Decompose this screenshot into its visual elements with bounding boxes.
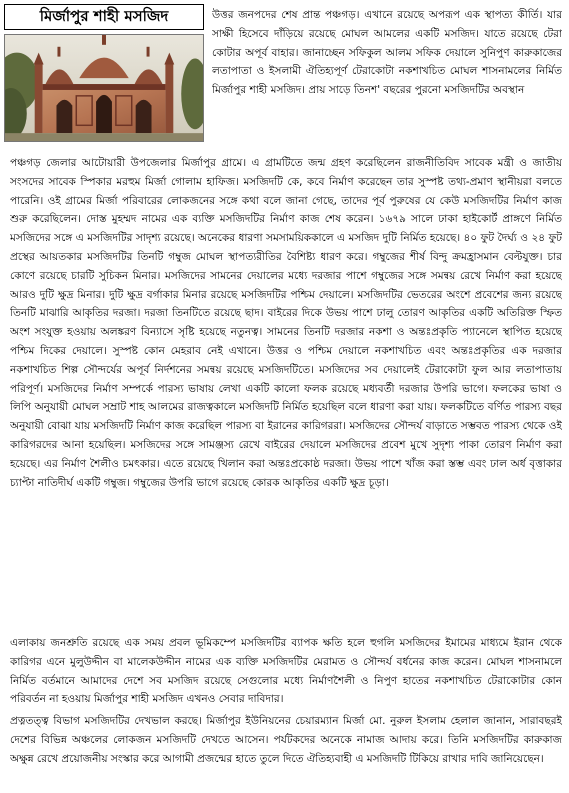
article-paragraph-2 — [10, 634, 562, 709]
mosque-illustration — [5, 35, 203, 141]
article-body — [10, 154, 562, 492]
mosque-photo — [4, 34, 204, 142]
paragraph-earthquake: এলাকায় জনশ্রুতি রয়েছে এক সময় প্রবল ভূমিকম্পে মসজিদটির ব্যাপক ক্ষতি হলে হুগলি মসজিদের ইমামের মাধ্যমে ইরান থেকে কারিগর এনে মুলুউদ্দীন বা মালেকউদ্দীন নামের এক ব্যক্তি মসজিদটির মেরামত ও সৌন্দর্য বর্ধনের কাজ করেন। মোঘল শাসনামলে নির্মিত বর্তমানে আমাদের দেশে সব মসজিদ রয়েছে সেগুলোর মধ্যে নির্মাণশৈলী ও নিপুণ হাতের নকশাখচিত টেরাকোটার কোন পরিবর্তন না হওয়ায় মির্জাপুর শাহী মসজিদ এখনও সেবার দাবিদার। — [10, 637, 562, 706]
lead-paragraph: উত্তর জনপদের শেষ প্রান্ত পঞ্চগড়। এখানে রয়েছে অপরূপ এক স্থাপত্য কীর্তি। যার সাক্ষী হিসেবে দাঁড়িয়ে রয়েছে মোঘল আমলের একটি মসজিদ। যাতে রয়েছে টেরা কোটার অপূর্ব বাহার। জানাচ্ছেন সফিকুল আলম সফিক দেয়ালে সুনিপুণ কারুকাজের লতাপাতা ও ইসলামী ঐতিহ্যপূর্ণ টেরাকোটা নকশাখচিত মোঘল শাসনামলের নির্মিত মির্জাপুর শাহী মসজিদ। প্রায় সাড়ে তিনশ' বছরের পুরনো মসজিদটির অবস্থান — [212, 9, 562, 97]
article-title: মির্জাপুর শাহী মসজিদ — [4, 4, 204, 30]
body-paragraph: পঞ্চগড় জেলার আটোয়ারী উপজেলার মির্জাপুর গ্রামে। এ গ্রামটিতে জন্ম গ্রহণ করেছিলেন রাজনীতিবিদ সাবেক মন্ত্রী ও জাতীয় সংসদের সাবেক স্পিকার মরহুম মির্জা গোলাম হাফিজ। মসজিদটি কে, কবে নির্মাণ করেছেন তার সুস্পষ্ট তথ্য-প্রমাণ স্থানীয়রা বলতে পারেনি। ওই গ্রামের মির্জা পরিবারের লোকজনের সঙ্গে কথা বলে জানা গেছে, তাদের পূর্ব পুরুষের যে কেউ মসজিদটির নির্মাণ কাজ শুরু করেছিলেন। দোস্ত মুহম্মদ নামের এক ব্যক্তি মসজিদটির নির্মাণ কাজ শেষ করেন। ১৬৭৯ সালে ঢাকা হাইকোর্ট প্রাঙ্গণে নির্মিত মসজিদের সঙ্গে এ মসজিদটির সাদৃশ্য রয়েছে। অনেকের ধারণা সমসাময়িককালে এ মসজিদ দুটি নির্মিত হয়েছে। ৪০ ফুট দৈর্ঘ্য ও ২৪ ফুট প্রস্থের আয়তকার মসজিদটির তিনটি গম্বুজ মোঘল স্থাপত্যরীতির বৈশিষ্ট্য ধারণ করে। গম্বুজের শীর্ষ বিন্দু ক্রমহ্রাসমান বেল্টযুক্ত। চার কোণে রয়েছে চারটি সুচিকন মিনার। মসজিদের সামনের দেয়ালের মধ্যে দরজার পাশে গম্বুজের সঙ্গে সমন্বয় রেখে নির্মাণ করা হয়েছে আরও দুটি ক্ষুদ্র মিনার। দুটি ক্ষুদ্র বর্গাকার মিনার রয়েছে মসজিদটির পশ্চিম দেয়ালে। মসজিদটির ভেতরের অংশে প্রবেশের জন্য রয়েছে তিনটি মাঝারি আকৃতির দরজা। দরজা তিনটিতে রয়েছে ছাদ। বাইরের দিকে উভয় পাশে ঢালু তোরণ আকৃতির একটি অতিরিক্ত স্ফিত অংশ সংযুক্ত হওয়ায় অলঙ্করণ বিন্যাসে সৃষ্টি হয়েছে নতুনত্ব। সামনের তিনটি দরজার নকশা ও অন্তঃপ্রকৃতি প্যানেলে স্থাপিত হয়েছে পশ্চিম দিকের দেয়ালে। সুস্পষ্ট কোন মেহরাব নেই এখানে। উত্তর ও পশ্চিম দেয়ালে নকশাখচিত এবং অন্তঃপ্রকৃতির এক দরজার নকশাখচিত শিল্প সৌন্দর্যের অপূর্ব নির্দশনের সমন্বয় রয়েছে মসজিদটিতে। মসজিদের সব দেয়ালেই টেরাকোটা ফুল আর লতাপাতায় পরিপূর্ণ। মসজিদের নির্মাণ সম্পর্কে পারস্য ভাষায় লেখা একটি কালো ফলক রয়েছে মধ্যবর্তী দরজার উপরি ভাগে। ফলকের ভাষা ও লিপি অনুযায়ী মোঘল সম্রাট শাহ আলমের রাজত্বকালে মসজিদটি নির্মিত হয়েছিল বলে ধারণা করা যায়। ফলকটিতে বর্ণিত পারস্য বছর অনুযায়ী বোঝা যায় মসজিদটি নির্মাণ কাজ করেছিল পারস্য বা ইরানের কারিগররা। মসজিদের সৌন্দর্য বাড়াতে সম্ভবত পারস্য থেকে ওই কারিগরদের আনা হয়েছিল। মসজিদের সঙ্গে সামঞ্জস্য রেখে বাইরের দেয়ালে মসজিদের প্রবেশ মুখে সুদৃশ্য পাকা তোরণ নির্মাণ করা হয়েছে। এর নির্মাণ শৈলীও চমৎকার। এতে রয়েছে খিলান করা অন্তঃপ্রকোষ্ঠ দরজা। উভয় পাশে খাঁজ করা স্তম্ভ এবং ঢাল অর্ধ বৃত্তাকার চ্যাপ্টা নাতিদীর্ঘ একটি গম্বুজ। গম্বুজের উপরি ভাগে রয়েছে কোরক আকৃতির একটি ক্ষুদ্র চূড়া। — [10, 157, 562, 489]
article-paragraph-3 — [10, 712, 562, 768]
paragraph-archaeology: প্রত্নতত্ত্ব বিভাগ মসজিদটির দেখভাল করছে। মির্জাপুর ইউনিয়নের চেয়ারম্যান মির্জা মো. নুরুল ইসলাম হেলাল জানান, সারাবছরই দেশের বিভিন্ন অঞ্চলের লোকজন মসজিদটি দেখতে আসেন। পর্যটকদের অনেকে নামাজ আদায় করে। তিনি মসজিদটির কারুকাজ অক্ষুন্ন রেখে প্রয়োজনীয় সংস্কার করে আগামী প্রজন্মের হাতে তুলে দিতে ঐতিহ্যবাহী এ মসজিদটি টিকিয়ে রাখার দাবি জানিয়েছেন। — [10, 715, 562, 765]
article-lead — [212, 6, 562, 100]
